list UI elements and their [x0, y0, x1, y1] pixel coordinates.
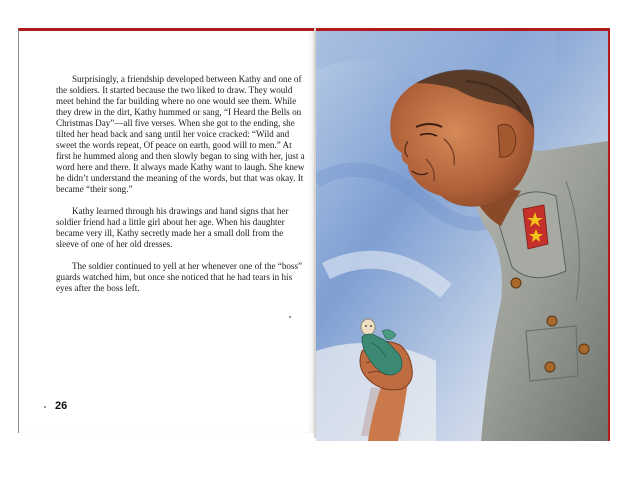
illustration-soldier-holding-doll [316, 31, 608, 441]
page-number: 26 [55, 400, 68, 412]
paragraph-3: The soldier continued to yell at her whenever one of the “boss” guards watched him, but once she noticed that he had tears in his eyes after the boss left. [56, 261, 303, 293]
left-page [18, 28, 315, 433]
margin-dot [44, 406, 46, 408]
margin-dot [289, 316, 291, 318]
book-spread [18, 28, 608, 438]
right-page [316, 28, 610, 441]
story-text [56, 74, 307, 305]
paragraph-1: Surprisingly, a friendship developed between Kathy and one of the soldiers. It started because the two liked to draw. They would meet behind the far building where no one would see them. While they drew in the dirt, Kathy hummed or sang, “I Heard the Bells on Christmas Day”—all five verses. When she got to the ending, she tilted her head back and sang until her voice cracked: “Wild and sweet the words repeat, Of peace on earth, good will to men.” At first he hummed along and then slowly began to sing with her, just a word here and there. It always made Kathy want to laugh. She knew he didn’t understand the meaning of the words, but that was okay. It became “their song.” [56, 74, 305, 194]
paragraph-2: Kathy learned through his drawings and hand signs that her soldier friend had a little girl about her age. When his daughter became very ill, Kathy secretly made her a small doll from the sleeve of one of her old dresses. [56, 206, 289, 249]
